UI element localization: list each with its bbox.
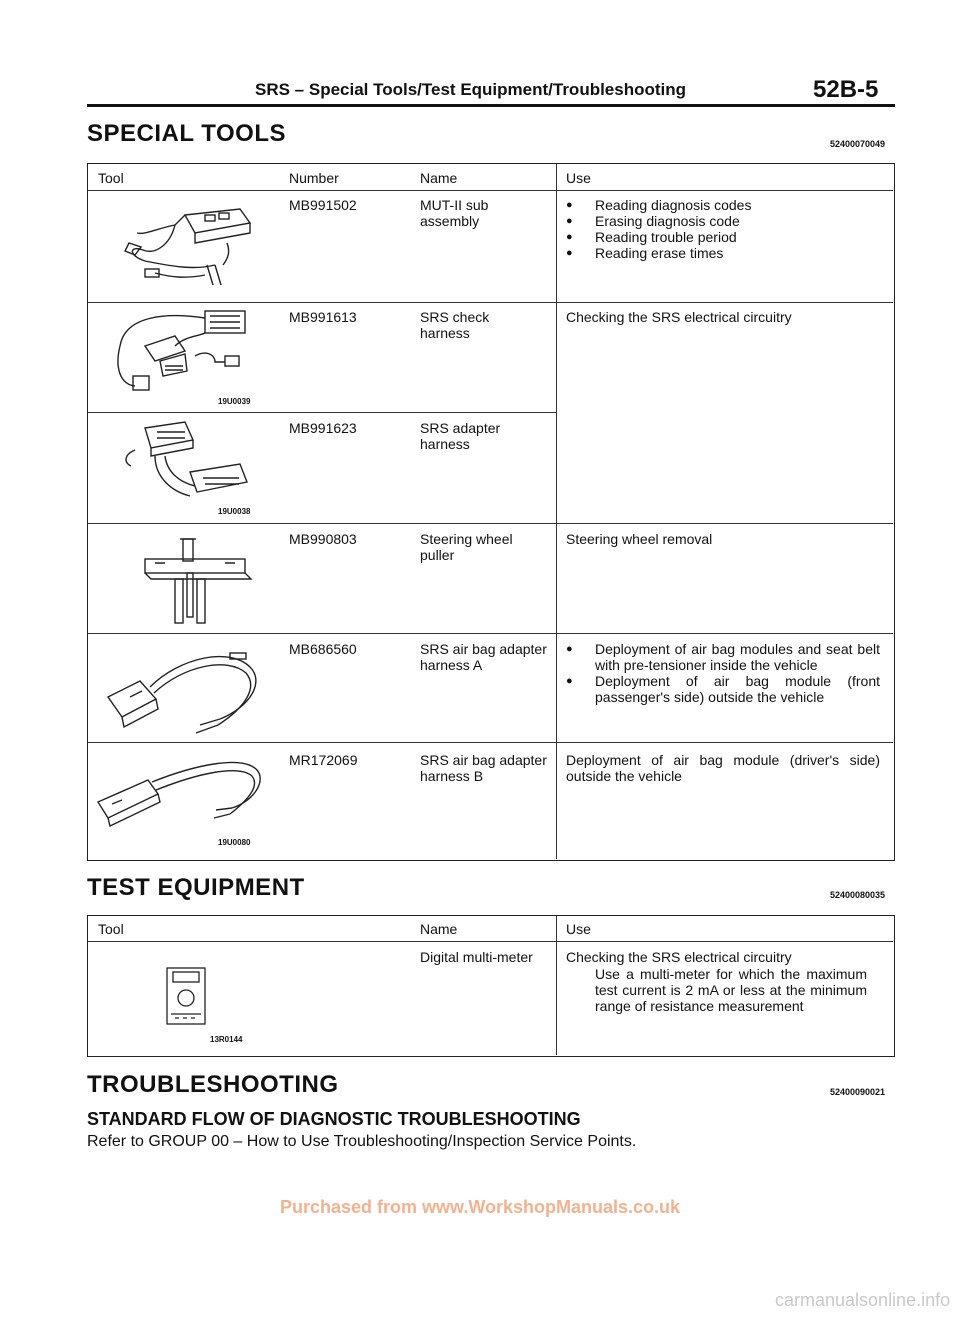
equipment-name: Digital multi-meter xyxy=(420,949,533,965)
use-item: ● Deployment of air bag module (front passenger's side) outside the vehicle xyxy=(566,673,880,705)
figure-code: 19U0039 xyxy=(218,397,251,406)
col-header-name: Name xyxy=(420,170,458,186)
tool-name: Steering wheel puller xyxy=(420,531,513,563)
header-row-line xyxy=(88,190,893,191)
row-line xyxy=(88,633,893,634)
header-row-line xyxy=(88,941,893,942)
watermark: Purchased from www.WorkshopManuals.co.uk xyxy=(279,1197,681,1217)
troubleshooting-code: 52400090021 xyxy=(830,1087,886,1097)
col-header-number: Number xyxy=(289,170,339,186)
header-title: SRS – Special Tools/Test Equipment/Troubleshooting xyxy=(255,80,687,99)
col-header-use: Use xyxy=(566,170,591,186)
use-item: ● Erasing diagnosis code xyxy=(566,213,876,229)
tool-use-list xyxy=(566,641,880,705)
tool-use: Steering wheel removal xyxy=(566,531,713,547)
mut-ii-tester-figure xyxy=(115,195,265,295)
tool-use: Deployment of air bag module (driver's side) outside the vehicle xyxy=(566,752,880,784)
row-line xyxy=(88,302,893,303)
test-equipment-heading: TEST EQUIPMENT xyxy=(87,874,305,901)
use-item: ● Reading diagnosis codes xyxy=(566,197,876,213)
figure-code: 19U0080 xyxy=(218,838,251,847)
header-rule xyxy=(87,104,895,107)
col-header-tool: Tool xyxy=(98,170,124,186)
figure-code: 19U0038 xyxy=(218,507,251,516)
tool-use: Checking the SRS electrical circuitry xyxy=(566,309,792,325)
special-tools-heading: SPECIAL TOOLS xyxy=(87,120,286,147)
special-tools-code: 52400070049 xyxy=(830,139,886,149)
col-header-use: Use xyxy=(566,921,591,937)
wheel-puller-figure xyxy=(125,527,265,627)
row-line xyxy=(88,523,893,524)
multimeter-figure xyxy=(165,966,210,1028)
use-item: ● Reading trouble period xyxy=(566,229,876,245)
tool-name: SRS check harness xyxy=(420,309,490,341)
tool-use-list xyxy=(566,197,876,261)
tool-number: MB686560 xyxy=(289,641,357,657)
column-divider xyxy=(556,916,557,1055)
adapter-harness-a-figure xyxy=(100,637,270,737)
adapter-harness-b-figure xyxy=(92,746,272,838)
equipment-use-title: Checking the SRS electrical circuitry xyxy=(566,949,792,965)
test-equipment-code: 52400080035 xyxy=(830,890,886,900)
figure-code: 13R0144 xyxy=(210,1035,243,1044)
tool-name: SRS air bag adapter harness B xyxy=(420,752,547,784)
tool-number: MB991613 xyxy=(289,309,357,325)
tool-name: SRS adapter harness xyxy=(420,420,501,452)
equipment-use-note: Use a multi-meter for which the maximum test current is 2 mA or less at the minimum range of resistance measurement xyxy=(595,966,867,1014)
troubleshooting-heading: TROUBLESHOOTING xyxy=(87,1071,339,1098)
tool-number: MB991623 xyxy=(289,420,357,436)
footer-watermark: carmanualsonline.info xyxy=(775,1290,951,1310)
col-header-name: Name xyxy=(420,921,458,937)
row-line xyxy=(88,742,893,743)
use-item: ● Reading erase times xyxy=(566,245,876,261)
col-header-tool: Tool xyxy=(98,921,124,937)
tool-number: MB991502 xyxy=(289,197,357,213)
tool-number: MR172069 xyxy=(289,752,358,768)
troubleshooting-text: Refer to GROUP 00 – How to Use Troubleshooting/Inspection Service Points. xyxy=(87,1133,637,1150)
use-item: ● Deployment of air bag modules and seat belt with pre-tensioner inside the vehicle xyxy=(566,641,880,673)
adapter-harness-figure xyxy=(115,416,265,506)
tool-number: MB990803 xyxy=(289,531,357,547)
row-line xyxy=(88,412,556,413)
troubleshooting-subheading: STANDARD FLOW OF DIAGNOSTIC TROUBLESHOOTING xyxy=(87,1109,581,1129)
tool-name: MUT-II sub assembly xyxy=(420,197,489,229)
check-harness-figure xyxy=(105,306,275,396)
page-number: 52B-5 xyxy=(813,76,879,103)
tool-name: SRS air bag adapter harness A xyxy=(420,641,547,673)
column-divider xyxy=(556,164,557,859)
